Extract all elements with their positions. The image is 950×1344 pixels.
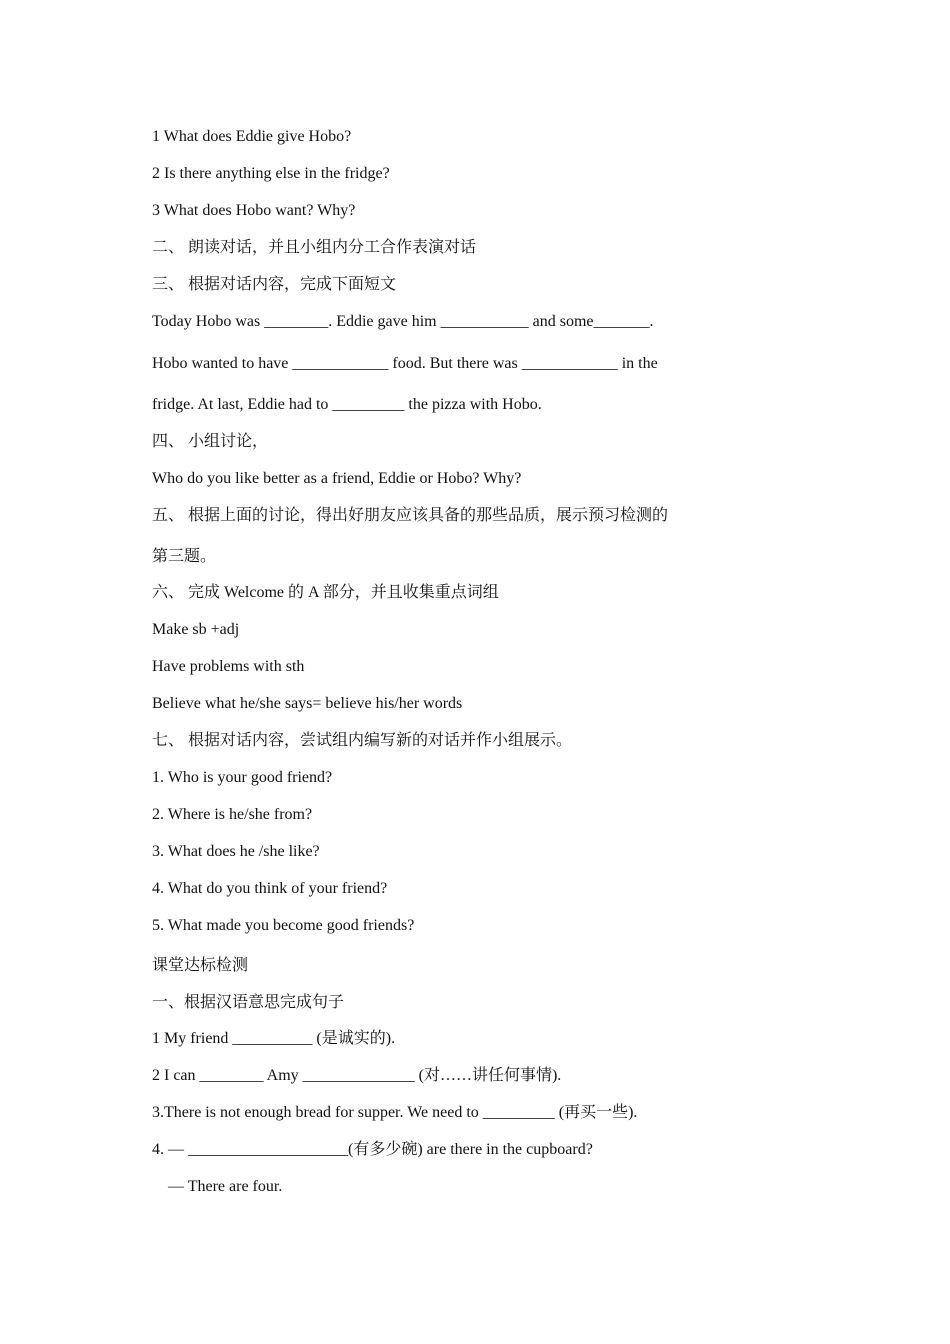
test-sentence-2: 2 I can ________ Amy ______________ (对……讲任何事情). [152, 1067, 562, 1084]
cloze-line-1: Today Hobo was ________. Eddie gave him ___________ and some_______. [152, 313, 654, 330]
dialogue-question-4: 4. What do you think of your friend? [152, 880, 388, 897]
test-part-1-heading: 一、根据汉语意思完成句子 [152, 994, 345, 1011]
question-1: 1 What does Eddie give Hobo? [152, 128, 352, 145]
section-7-heading: 七、 根据对话内容，尝试组内编写新的对话并作小组展示。 [152, 732, 573, 749]
section-2-heading: 二、 朗读对话，并且小组内分工合作表演对话 [152, 239, 477, 256]
section-3-heading: 三、 根据对话内容，完成下面短文 [152, 276, 397, 293]
phrase-2: Have problems with sth [152, 658, 305, 675]
question-2: 2 Is there anything else in the fridge? [152, 165, 390, 182]
phrase-1: Make sb +adj [152, 621, 240, 638]
dialogue-question-5: 5. What made you become good friends? [152, 917, 415, 934]
section-4-heading: 四、 小组讨论， [152, 433, 269, 450]
question-3: 3 What does Hobo want? Why? [152, 202, 356, 219]
dialogue-question-3: 3. What does he /she like? [152, 843, 320, 860]
section-5-heading: 五、 根据上面的讨论，得出好朋友应该具备的那些品质，展示预习检测的 [152, 507, 669, 524]
test-sentence-1: 1 My friend __________ (是诚实的). [152, 1030, 396, 1047]
section-5-continuation: 第三题。 [152, 548, 217, 565]
test-sentence-3: 3.There is not enough bread for supper. We need to _________ (再买一些). [152, 1104, 638, 1121]
phrase-3: Believe what he/she says= believe his/her words [152, 695, 463, 712]
test-sentence-4: 4. — ____________________(有多少碗) are there in the cupboard? [152, 1141, 593, 1158]
test-sentence-4-answer: — There are four. [168, 1178, 283, 1195]
dialogue-question-1: 1. Who is your good friend? [152, 769, 333, 786]
discussion-question: Who do you like better as a friend, Eddie or Hobo? Why? [152, 470, 522, 487]
classroom-test-heading: 课堂达标检测 [152, 957, 249, 974]
cloze-line-3: fridge. At last, Eddie had to _________ the pizza with Hobo. [152, 396, 542, 413]
section-6-heading: 六、 完成 Welcome 的 A 部分，并且收集重点词组 [152, 584, 499, 601]
cloze-line-2: Hobo wanted to have ____________ food. But there was ____________ in the [152, 355, 658, 372]
dialogue-question-2: 2. Where is he/she from? [152, 806, 313, 823]
